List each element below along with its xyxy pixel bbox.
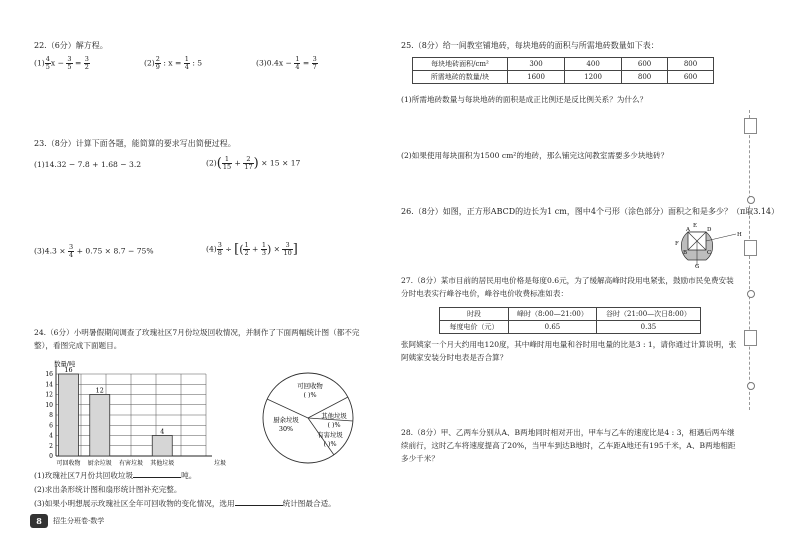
x-axis-label: 垃圾: [214, 460, 227, 467]
y-tick-label: 0: [49, 453, 53, 460]
q27-cell: 谷时（21:00—次日8:00）: [596, 308, 700, 321]
q24-sub2: (2)求出条形统计图和扇形统计图补充完整。: [34, 485, 182, 494]
pie-pct-hazardous: ( )%: [323, 440, 337, 448]
q25-sub2: (2)如果使用每块面积为1500 cm²的地砖，那么铺完这间教室需要多少块地砖？: [401, 151, 669, 160]
q26-figure: [672, 220, 742, 268]
q24-sub1: (1)玫瑰社区7月份共回收垃圾 吨。: [34, 471, 197, 480]
q27-table: [439, 307, 701, 334]
q22-part2: (2) $\frac{2}{9}$ : x = $\frac{1}{4}$ : 5: [144, 55, 203, 71]
q26-label: G: [695, 264, 700, 268]
bar: [90, 395, 110, 457]
binding-tab: [744, 240, 757, 256]
page-number-badge: 8: [30, 514, 48, 528]
x-category-label: 可回收物: [56, 460, 81, 467]
q25-cell: 每块地砖面积/cm²: [413, 58, 508, 71]
q24-blank-2[interactable]: [235, 505, 283, 506]
q27-cell: 每度电价（元）: [440, 321, 509, 334]
q26-label: B: [683, 250, 688, 256]
binding-hole: [747, 196, 755, 204]
x-category-label: 有害垃圾: [118, 460, 144, 467]
q25-cell: 1600: [508, 71, 565, 84]
q26-label: C: [707, 250, 712, 256]
q26-label: H: [737, 232, 742, 238]
y-axis-label: 数量/吨: [54, 360, 76, 368]
bar: [152, 436, 172, 457]
q22-part3: (3)0.4x − $\frac{1}{4}$ = $\frac{3}{7}$: [256, 55, 317, 71]
y-tick-label: 4: [49, 432, 53, 440]
q26-label: E: [693, 223, 698, 229]
y-tick-label: 16: [45, 371, 53, 378]
q26-label: D: [707, 227, 712, 233]
y-tick-label: 10: [45, 401, 53, 409]
q25-cell: 800: [668, 58, 714, 71]
binding-hole: [747, 290, 755, 298]
q25-cell: 600: [622, 58, 668, 71]
q27-cell: 时段: [440, 308, 509, 321]
q25-cell: 600: [668, 71, 714, 84]
q25-row-area: [413, 58, 714, 71]
q27-cell: 0.65: [509, 321, 597, 334]
pie-label-hazardous: 有害垃圾: [317, 431, 343, 439]
q25-row-count: [413, 71, 714, 84]
q27-row-price: [440, 321, 701, 334]
q23-part3: (3)4.3 × $\frac{3}{4}$ + 0.75 × 8.7 − 75%: [34, 243, 154, 259]
pie-pct-recyclable: ( )%: [303, 391, 317, 399]
q25-title: 25.（8分）给一间教室铺地砖，每块地砖的面积与所需地砖数量如下表：: [401, 41, 659, 50]
pie-label-kitchen: 厨余垃圾: [273, 416, 299, 424]
pie-pct-kitchen: 30%: [278, 425, 294, 433]
q25-cell: 所需地砖的数量/块: [413, 71, 508, 84]
bar-chart: [28, 356, 258, 468]
pie-chart: [256, 366, 360, 470]
bar-value-label: 12: [95, 386, 104, 395]
x-category-label: 厨余垃圾: [87, 460, 112, 467]
q27-row-period: [440, 308, 701, 321]
q22-title: 22.（6分）解方程。: [34, 41, 108, 50]
pie-label-other: 其他垃圾: [321, 412, 347, 420]
q26-label: F: [675, 241, 679, 247]
q23-part2: (2)( $\frac{1}{15}$ + $\frac{2}{17}$ ) × 15 × 17: [206, 155, 301, 171]
y-tick-label: 6: [49, 422, 53, 430]
q23-part4: (4) $\frac{3}{8}$ ÷ [( $\frac{1}{2}$ + $\frac{1}{3}$ ) × $\frac{3}{10}$ ]: [206, 241, 298, 257]
q28-title: 28.（8分）甲、乙两车分别从A、B两地同时相对开出，甲车与乙车的速度比是4 : 3，相遇后两车继续前行，这时乙车将速度提高了20%，当甲车到达B地时，乙车距A地还有195千米，A、B两地相距多少千米？: [401, 428, 736, 463]
y-tick-label: 14: [45, 381, 53, 389]
y-tick-label: 2: [49, 442, 53, 450]
pie-label-recyclable: 可回收物: [297, 382, 323, 390]
q24-title: 24.（6分）小明暑假期间调查了玫瑰社区7月份垃圾回收情况，并制作了下面两幅统计图（都不完整），看图完成下面题目。: [34, 328, 360, 350]
q25-cell: 300: [508, 58, 565, 71]
q27-body: 张阿姨家一个月大约用电120度，其中峰时用电量和谷时用电量的比是3 : 1，请你通过计算说明，张阿姨家安装分时电表是否合算？: [401, 340, 737, 362]
q27-cell: 峰时（8:00—21:00）: [509, 308, 597, 321]
bar: [59, 374, 79, 456]
footer-text: 招生分班卷·数学: [53, 517, 105, 525]
binding-line: [749, 110, 751, 410]
q24-sub3: (3)如果小明想展示玫瑰社区全年可回收物的变化情况，选用 统计图最合适。: [34, 499, 336, 508]
q22-part1: (1) $\frac{4}{5}$ x − $\frac{3}{5}$ = $\frac{3}{2}$: [34, 55, 89, 71]
bar-value-label: 16: [64, 366, 73, 374]
y-tick-label: 8: [49, 412, 53, 419]
x-category-label: 其他垃圾: [150, 460, 175, 467]
q27-title: 27.（8分）某市目前的居民用电价格是每度0.6元，为了缓解高峰时段用电紧张，鼓励市民免费安装分时电表实行峰谷电价，峰谷电价收费标准如表：: [401, 276, 734, 298]
pie-pct-other: ( )%: [327, 421, 341, 429]
binding-tab: [744, 118, 757, 134]
binding-tab: [744, 330, 757, 346]
binding-hole: [747, 382, 755, 390]
q25-sub1: (1)所需地砖数量与每块地砖的面积是成正比例还是反比例关系？为什么？: [401, 95, 648, 104]
q23-title: 23.（8分）计算下面各题，能简算的要求写出简便过程。: [34, 139, 236, 148]
q26-label: A: [686, 227, 690, 233]
q23-part1: (1)14.32 − 7.8 + 1.68 − 3.2: [34, 160, 142, 169]
q24-blank-1[interactable]: [133, 477, 181, 478]
q25-cell: 800: [622, 71, 668, 84]
y-tick-label: 12: [45, 391, 53, 399]
q26-title: 26.（8分）如图，正方形ABCD的边长为1 cm，图中4个弓形（涂色部分）面积之和是多少？（π取3.14）: [401, 207, 780, 216]
q25-table: [412, 57, 714, 84]
q25-cell: 1200: [565, 71, 622, 84]
bar-value-label: 4: [160, 427, 165, 436]
q27-cell: 0.35: [596, 321, 700, 334]
q25-cell: 400: [565, 58, 622, 71]
